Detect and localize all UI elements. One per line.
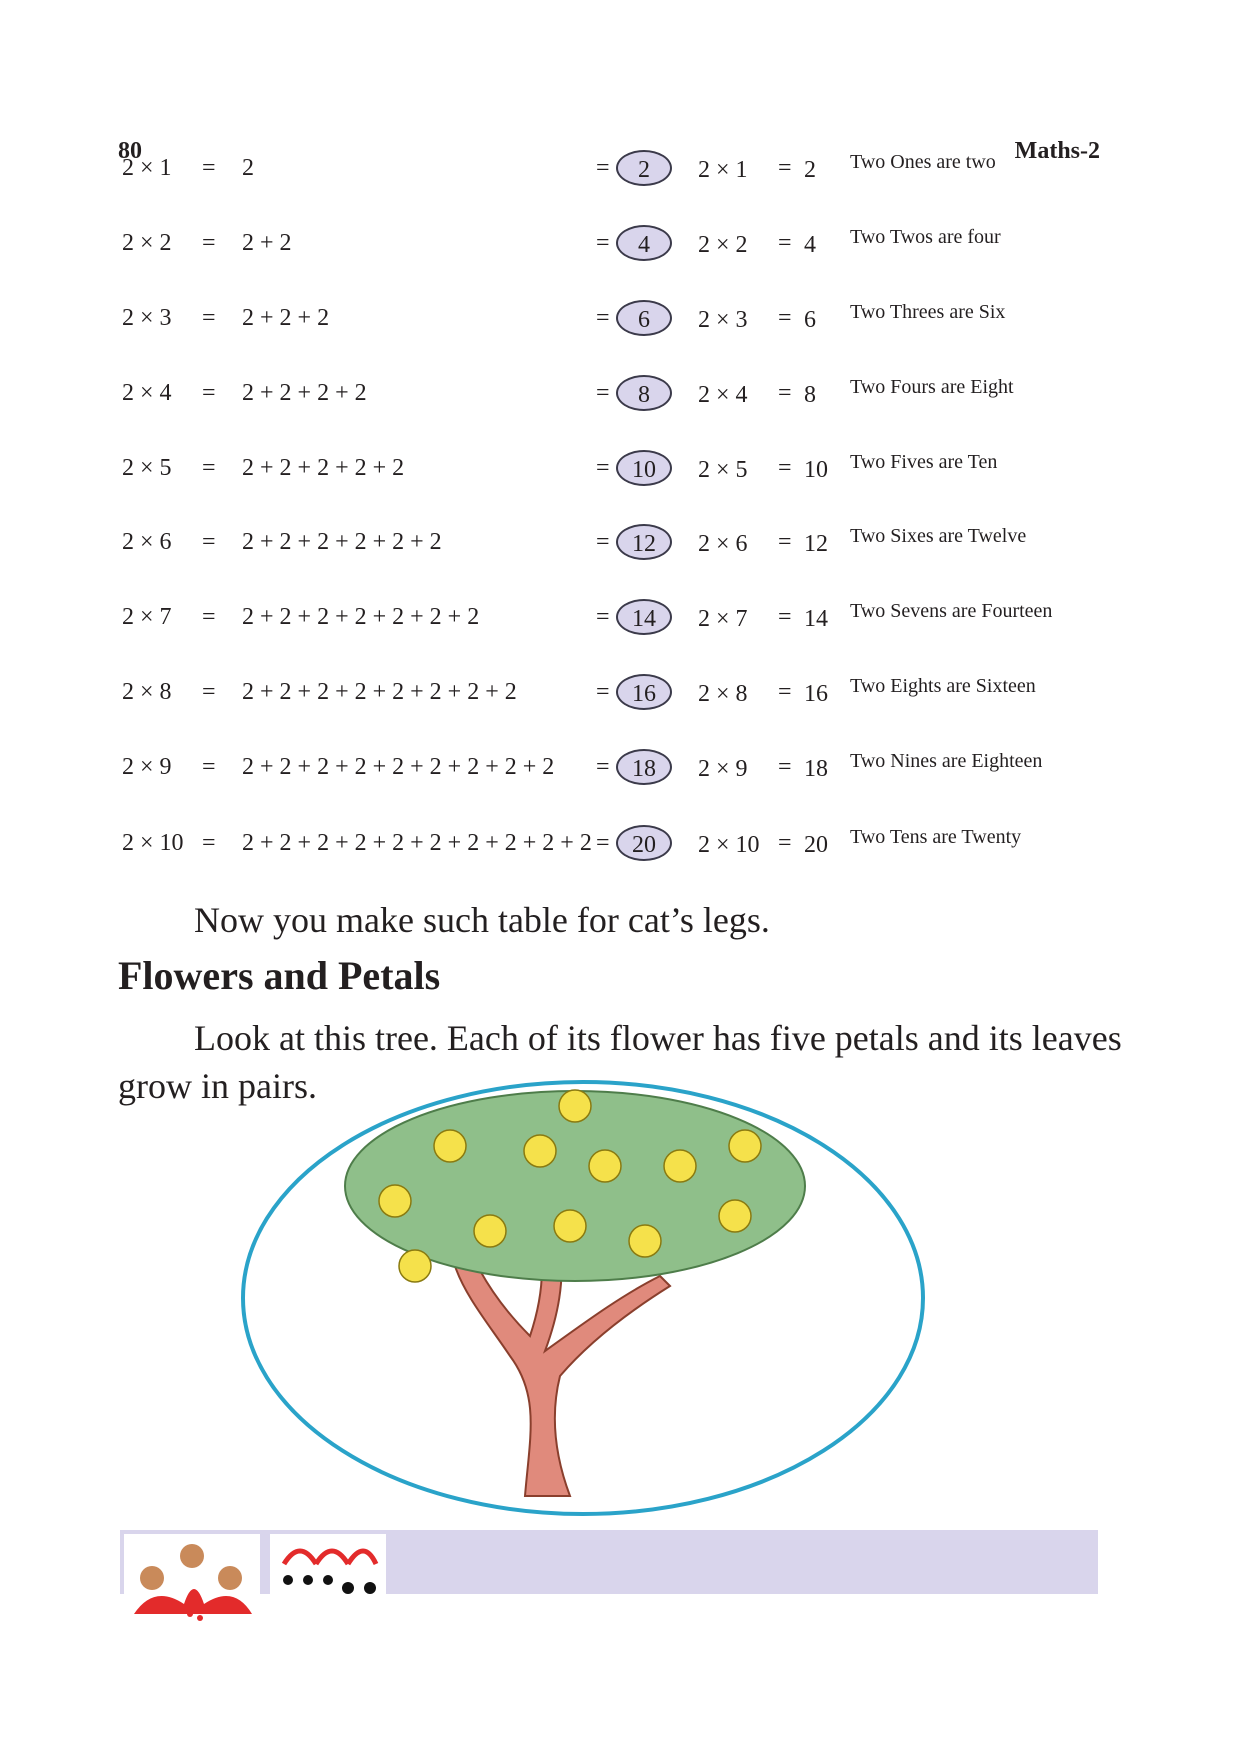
equals-sign: =	[778, 455, 792, 481]
short-expression: 2 × 3	[698, 307, 748, 333]
result-value: 4	[804, 232, 816, 258]
book-title: Maths-2	[1014, 138, 1100, 164]
result-oval: 16	[616, 674, 672, 710]
short-expression: 2 × 4	[698, 382, 748, 408]
equals-sign: =	[596, 155, 610, 181]
equals-sign: =	[596, 529, 610, 555]
equals-sign: =	[596, 830, 610, 856]
table-row	[0, 371, 1240, 415]
equals-sign: =	[778, 830, 792, 856]
instruction-text: Now you make such table for cat’s legs.	[194, 900, 770, 940]
result-value: 6	[804, 307, 816, 333]
equals-sign: =	[596, 380, 610, 406]
equals-sign: =	[202, 754, 216, 780]
table-row	[0, 595, 1240, 639]
section-heading: Flowers and Petals	[118, 953, 441, 998]
equals-sign: =	[202, 455, 216, 481]
table-row	[0, 446, 1240, 490]
repeated-addition: 2 + 2	[242, 230, 292, 256]
equals-sign: =	[778, 754, 792, 780]
equals-sign: =	[778, 305, 792, 331]
result-oval: 18	[616, 749, 672, 785]
table-row	[0, 670, 1240, 714]
equals-sign: =	[778, 155, 792, 181]
equals-sign: =	[778, 380, 792, 406]
equals-sign: =	[778, 529, 792, 555]
children-playing-illustration	[124, 1534, 260, 1626]
equals-sign: =	[202, 679, 216, 705]
result-value: 16	[804, 681, 828, 707]
result-words: Two Fives are Ten	[850, 451, 998, 473]
equals-sign: =	[202, 155, 216, 181]
result-words: Two Sixes are Twelve	[850, 525, 1027, 547]
expression: 2 × 8	[122, 679, 172, 705]
result-oval: 12	[616, 524, 672, 560]
result-value: 2	[804, 157, 816, 183]
short-expression: 2 × 8	[698, 681, 748, 707]
result-value: 18	[804, 756, 828, 782]
page-number: 80	[118, 138, 142, 164]
equals-sign: =	[202, 380, 216, 406]
table-row	[0, 821, 1240, 865]
result-oval: 4	[616, 225, 672, 261]
equals-sign: =	[202, 830, 216, 856]
equals-sign: =	[596, 754, 610, 780]
result-oval: 10	[616, 450, 672, 486]
short-expression: 2 × 5	[698, 457, 748, 483]
expression: 2 × 2	[122, 230, 172, 256]
expression: 2 × 10	[122, 830, 184, 856]
equals-sign: =	[778, 230, 792, 256]
result-words: Two Twos are four	[850, 226, 1001, 248]
result-words: Two Ones are two	[850, 151, 996, 173]
result-oval: 20	[616, 825, 672, 861]
result-value: 14	[804, 606, 828, 632]
expression: 2 × 6	[122, 529, 172, 555]
result-words: Two Sevens are Fourteen	[850, 600, 1053, 622]
expression: 2 × 9	[122, 754, 172, 780]
tree-illustration	[240, 1076, 930, 1520]
result-words: Two Eights are Sixteen	[850, 675, 1036, 697]
result-words: Two Threes are Six	[850, 301, 1006, 323]
result-value: 12	[804, 531, 828, 557]
result-words: Two Tens are Twenty	[850, 826, 1022, 848]
repeated-addition: 2	[242, 155, 254, 181]
equals-sign: =	[778, 604, 792, 630]
expression: 2 × 5	[122, 455, 172, 481]
short-expression: 2 × 6	[698, 531, 748, 557]
equals-sign: =	[596, 604, 610, 630]
table-row	[0, 745, 1240, 789]
equals-sign: =	[202, 305, 216, 331]
short-expression: 2 × 2	[698, 232, 748, 258]
repeated-addition: 2 + 2 + 2 + 2 + 2 + 2 + 2 + 2	[242, 679, 517, 705]
expression: 2 × 3	[122, 305, 172, 331]
equals-sign: =	[596, 679, 610, 705]
result-oval: 14	[616, 599, 672, 635]
footer-bar	[120, 1530, 1098, 1594]
result-words: Two Nines are Eighteen	[850, 750, 1043, 772]
equals-sign: =	[596, 305, 610, 331]
repeated-addition: 2 + 2 + 2 + 2 + 2 + 2 + 2 + 2 + 2 + 2	[242, 830, 592, 856]
result-oval: 6	[616, 300, 672, 336]
repeated-addition: 2 + 2 + 2 + 2 + 2 + 2 + 2	[242, 604, 480, 630]
paragraph-line-1: Look at this tree. Each of its flower has five petals and its leaves	[194, 1018, 1122, 1058]
short-expression: 2 × 10	[698, 832, 760, 858]
result-value: 20	[804, 832, 828, 858]
expression: 2 × 4	[122, 380, 172, 406]
equals-sign: =	[596, 230, 610, 256]
expression: 2 × 7	[122, 604, 172, 630]
result-value: 8	[804, 382, 816, 408]
equals-sign: =	[202, 529, 216, 555]
repeated-addition: 2 + 2 + 2 + 2	[242, 380, 367, 406]
table-row	[0, 221, 1240, 265]
counting-dots-icon	[270, 1534, 386, 1594]
result-oval: 8	[616, 375, 672, 411]
equals-sign: =	[202, 230, 216, 256]
result-value: 10	[804, 457, 828, 483]
repeated-addition: 2 + 2 + 2 + 2 + 2	[242, 455, 405, 481]
table-row	[0, 146, 1240, 190]
short-expression: 2 × 1	[698, 157, 748, 183]
table-row	[0, 296, 1240, 340]
equals-sign: =	[778, 679, 792, 705]
table-row	[0, 520, 1240, 564]
short-expression: 2 × 7	[698, 606, 748, 632]
repeated-addition: 2 + 2 + 2 + 2 + 2 + 2	[242, 529, 442, 555]
result-oval: 2	[616, 150, 672, 186]
paragraph-line-2: grow in pairs.	[118, 1066, 317, 1106]
result-words: Two Fours are Eight	[850, 376, 1014, 398]
equals-sign: =	[596, 455, 610, 481]
repeated-addition: 2 + 2 + 2	[242, 305, 330, 331]
repeated-addition: 2 + 2 + 2 + 2 + 2 + 2 + 2 + 2 + 2	[242, 754, 555, 780]
expression: 2 × 1	[122, 155, 172, 181]
short-expression: 2 × 9	[698, 756, 748, 782]
equals-sign: =	[202, 604, 216, 630]
